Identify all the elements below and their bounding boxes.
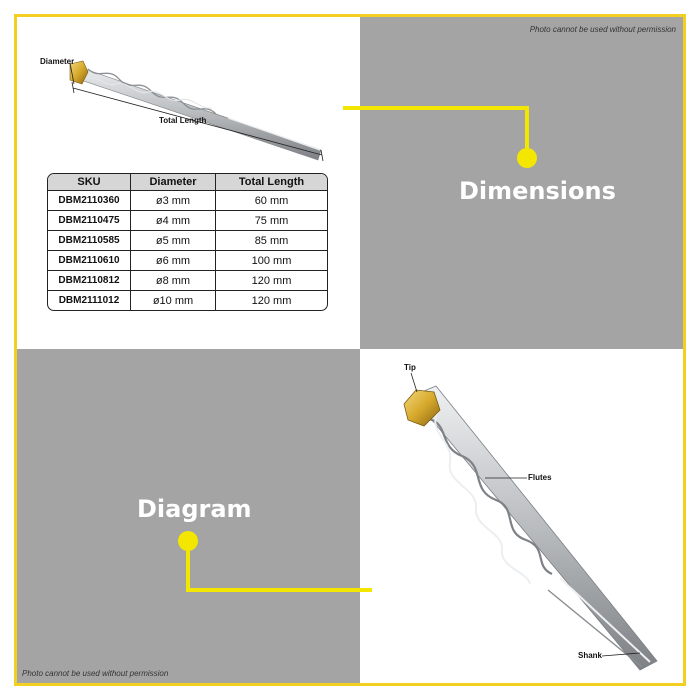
table-row	[48, 291, 327, 310]
cell-diameter: ø8 mm	[131, 271, 216, 291]
cell-sku: DBM2111012	[48, 291, 131, 310]
large-drill-bit	[404, 386, 657, 670]
cell-sku: DBM2110475	[48, 211, 131, 231]
dimensions-connector	[343, 108, 537, 168]
cell-diameter: ø6 mm	[131, 251, 216, 271]
shank-label: Shank	[578, 651, 603, 660]
spec-table	[47, 173, 328, 311]
diagram-heading: Diagram	[137, 495, 252, 523]
tip-label: Tip	[404, 363, 416, 372]
cell-total-length: 120 mm	[216, 271, 327, 291]
table-row	[48, 191, 327, 211]
table-row	[48, 271, 327, 291]
cell-diameter: ø5 mm	[131, 231, 216, 251]
cell-sku: DBM2110360	[48, 191, 131, 211]
diagram-connector	[178, 531, 372, 590]
cell-sku: DBM2110610	[48, 251, 131, 271]
total-length-label: Total Length	[159, 116, 207, 125]
table-row	[48, 211, 327, 231]
cell-total-length: 75 mm	[216, 211, 327, 231]
small-drill-bit	[70, 61, 321, 160]
cell-total-length: 120 mm	[251, 294, 292, 307]
cell-diameter: ø4 mm	[131, 211, 216, 231]
table-row	[48, 251, 327, 271]
table-row	[48, 231, 327, 251]
cell-total-length: 100 mm	[216, 251, 327, 271]
header-diameter: Diameter	[131, 174, 216, 191]
cell-total-length: 85 mm	[216, 231, 327, 251]
header-total-length: Total Length	[216, 174, 327, 191]
permission-notice-top: Photo cannot be used without permission	[529, 25, 676, 34]
cell-diameter: ø10 mm	[131, 291, 216, 310]
flutes-label: Flutes	[528, 473, 552, 482]
header-sku: SKU	[48, 174, 131, 191]
cell-diameter: ø3 mm	[131, 191, 216, 211]
cell-total-length: 60 mm	[216, 191, 327, 211]
dimensions-heading: Dimensions	[459, 177, 616, 205]
cell-sku: DBM2110812	[48, 271, 131, 291]
permission-notice-bottom: Photo cannot be used without permission	[22, 669, 169, 678]
cell-sku: DBM2110585	[48, 231, 131, 251]
diameter-label: Diameter	[40, 57, 75, 66]
table-header-row	[48, 174, 327, 191]
